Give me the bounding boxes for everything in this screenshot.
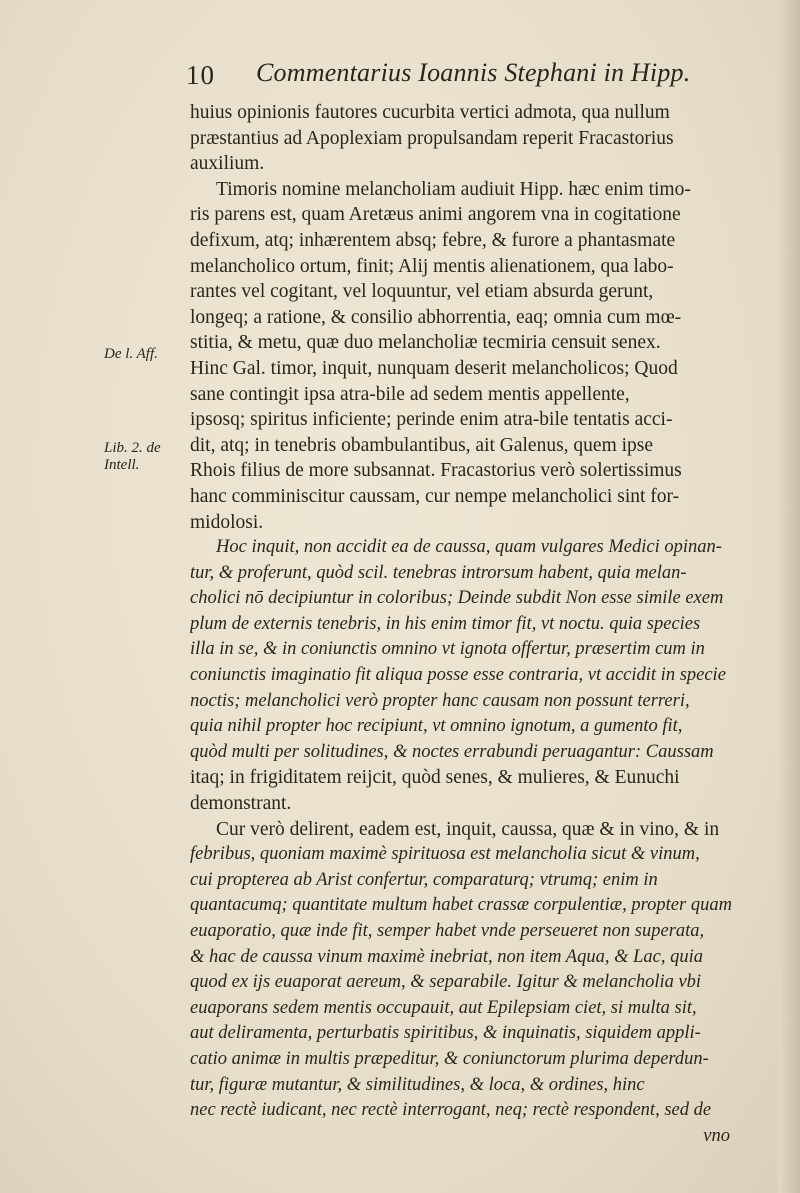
text-line: præstantius ad Apoplexiam propulsandam reperit Fracastorius [190,127,674,149]
text-line: quod ex ijs euaporat aereum, & separabile. Igitur & melancholia vbi [190,972,702,993]
text-line: rantes vel cogitant, vel loquuntur, vel etiam absurda gerunt, [190,281,654,303]
margin-note-line: De l. Aff. [104,346,158,362]
text-line: Cur verò delirent, eadem est, inquit, caussa, quæ & in vino, & in [216,818,720,840]
text-line: plum de externis tenebris, in his enim timor fit, vt noctu. quia species [190,613,701,634]
page-gutter-shadow [778,0,800,1193]
margin-note-line: Lib. 2. de [104,440,161,456]
text-line: euaporatio, quæ inde fit, semper habet vnde perseueret non superata, [190,921,705,941]
margin-note-lib-2-intell [104,440,161,474]
text-line: longeq; a ratione, & consilio abhorrentia, eaq; omnia cum mœ- [190,306,682,328]
text-line: hanc comminiscitur caussam, cur nempe melancholici sint for- [190,485,680,507]
text-line: Hinc Gal. timor, inquit, nunquam deserit melancholicos; Quod [190,357,678,379]
text-line: melancholico ortum, finit; Alij mentis alienationem, qua labo- [190,255,674,277]
text-line: itaq; in frigiditatem reijcit, quòd senes, & mulieres, & Eunuchi [190,767,680,789]
text-line: Rhois filius de more subsannat. Fracastorius verò solertissimus [190,460,682,482]
text-line: tur, figuræ mutantur, & similitudines, & loca, & ordines, hinc [190,1074,645,1095]
text-line: quia nihil propter hoc recipiunt, vt omnino ignotum, a gumento fit, [190,716,683,737]
text-line: midolosi. [190,511,264,533]
text-line: quantacumq; quantitate multum habet crassæ corpulentiæ, propter quam [190,895,732,916]
text-line: ris parens est, quam Aretæus animi angorem vna in cogitatione [190,204,681,226]
body-text [190,100,760,1149]
text-line: dit, atq; in tenebris obambulantibus, ait Galenus, quem ipse [190,434,654,456]
text-line: cui propterea ab Arist confertur, comparaturq; vtrumq; enim in [190,869,658,890]
text-line: ipsosq; spiritus inficiente; perinde enim atra-bile tentatis acci- [190,409,673,431]
text-line: Timoris nomine melancholiam audiuit Hipp. hæc enim timo- [216,178,691,200]
text-line: demonstrant. [190,793,292,815]
text-line: febribus, quoniam maximè spirituosa est melancholia sicut & vinum, [190,844,700,865]
text-line: catio animæ in multis præpeditur, & coniunctorum plurima deperdun- [190,1048,709,1069]
text-line: coniunctis imaginatio fit aliqua posse esse contraria, vt accidit in specie [190,665,726,686]
text-line: & hac de caussa vinum maximè inebriat, non item Aqua, & Lac, quia [190,946,703,967]
text-line: noctis; melancholici verò propter hanc causam non possunt terreri, [190,690,690,711]
text-line: Hoc inquit, non accidit ea de caussa, quam vulgares Medici opinan- [216,537,722,558]
text-line: euaporans sedem mentis occupauit, aut Epilepsiam ciet, si multa sit, [190,997,697,1018]
margin-note-de-loc-aff [104,346,158,363]
running-head: Commentarius Ioannis Stephani in Hipp. [256,58,691,87]
text-line: vno [703,1125,730,1146]
text-line: cholici nō decipiuntur in coloribus; Deinde subdit Non esse simile exem [190,588,724,609]
text-line: illa in se, & in coniunctis omnino vt ignota offertur, præsertim cum in [190,639,705,660]
text-line: sane contingit ipsa atra-bile ad sedem mentis appellente, [190,383,630,405]
text-line: quòd multi per solitudines, & noctes errabundi peruagantur: Caussam [190,741,714,762]
text-line: huius opinionis fautores cucurbita vertici admota, qua nullum [190,102,670,123]
text-line: defixum, atq; inhærentem absq; febre, & furore a phantasmate [190,229,676,251]
text-line: tur, & proferunt, quòd scil. tenebras introrsum habent, quia melan- [190,562,687,583]
text-line: stitia, & metu, quæ duo melancholiæ tecmiria censuit senex. [190,332,661,354]
margin-note-line: Intell. [104,457,140,473]
text-line: auxilium. [190,153,265,175]
page-number: 10 [186,60,215,90]
page-header [186,54,746,94]
text-line: aut deliramenta, perturbatis spiritibus, & inquinatis, siquidem appli- [190,1023,701,1044]
text-line: nec rectè iudicant, nec rectè interrogant, neq; rectè respondent, sed de [190,1100,712,1121]
